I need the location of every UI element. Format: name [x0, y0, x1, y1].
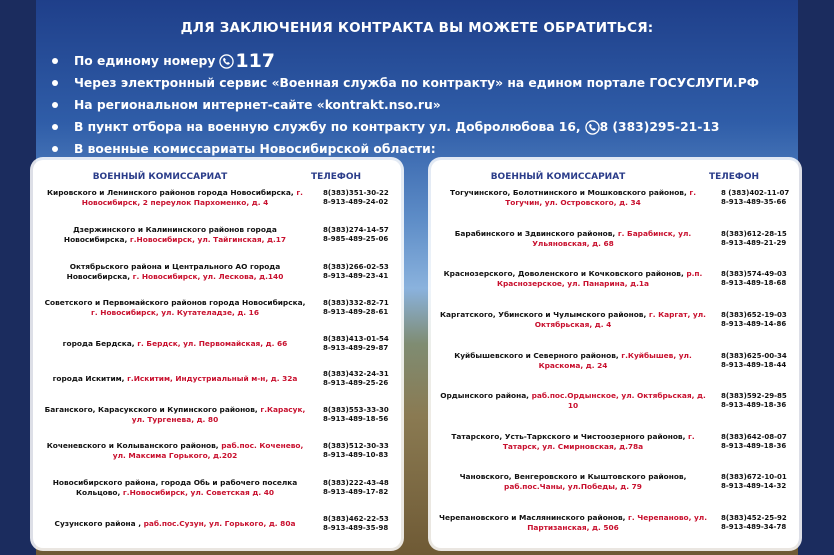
office-name: Ордынского района, — [440, 391, 529, 401]
table-row — [41, 370, 393, 388]
office-phones — [309, 263, 393, 281]
landline-phone[interactable]: 8(383)351-30-22 — [323, 189, 389, 197]
office-phones — [309, 299, 393, 317]
table-row — [41, 262, 393, 282]
office-phones — [309, 335, 393, 353]
office-street: раб.пос.Сузун, ул. Горького, д. 80а — [143, 518, 296, 528]
mobile-phone[interactable]: 8-913-489-21-29 — [721, 238, 787, 247]
mobile-phone[interactable]: 8-913-489-24-02 — [323, 198, 389, 206]
office-address — [41, 225, 309, 245]
office-phones — [707, 270, 791, 288]
table-row — [439, 269, 791, 289]
office-street: г. Тогучин, ул. Островского, д. 34 — [505, 188, 697, 207]
mobile-phone[interactable]: 8-913-489-18-56 — [323, 414, 389, 423]
landline-phone[interactable]: 8(383)672-10-01 — [721, 473, 787, 482]
table-row — [41, 225, 393, 245]
landline-phone[interactable]: 8(383)625-00-34 — [721, 351, 787, 360]
bullet-text: В военные комиссариаты Новосибирской области: — [74, 142, 436, 156]
office-address — [439, 391, 707, 411]
table-rows — [439, 188, 791, 533]
office-address — [41, 339, 309, 349]
office-name: Коченевского и Колыванского районов, — [46, 441, 219, 451]
mobile-phone[interactable]: 8-913-489-18-44 — [721, 360, 787, 369]
office-street: раб.пос.Ордынское, ул. Октябрьская, д. 10 — [531, 391, 706, 411]
office-name: Куйбышевского и Северного районов, — [454, 350, 619, 360]
office-address — [41, 519, 309, 529]
landline-phone[interactable]: 8(383)332-82-71 — [323, 299, 389, 308]
phone-icon — [219, 54, 234, 69]
office-name: Краснозерского, Доволенского и Кочковского районов, — [443, 269, 684, 279]
office-name: Октябрьского района и Центрального АО города Новосибирска, — [66, 261, 281, 281]
table-row — [41, 298, 393, 318]
table-row — [439, 229, 791, 249]
mobile-phone[interactable]: 8-913-489-18-36 — [721, 441, 787, 450]
landline-phone[interactable]: 8(383)574-49-03 — [721, 270, 787, 279]
mobile-phone[interactable]: 8-913-489-14-32 — [721, 482, 787, 491]
office-street: раб.пос. Коченево, ул. Максима Горького, д.202 — [112, 441, 304, 461]
table-row — [41, 405, 393, 425]
table-row — [439, 310, 791, 330]
office-phones — [707, 433, 791, 451]
table-row — [439, 432, 791, 452]
mobile-phone[interactable]: 8-985-489-25-06 — [323, 234, 389, 243]
office-street: г.Карасук, ул. Тургенева, д. 80 — [131, 404, 306, 424]
landline-phone[interactable]: 8(383)553-33-30 — [323, 405, 389, 414]
office-address — [41, 441, 309, 461]
mobile-phone[interactable]: 8-913-489-14-86 — [721, 319, 787, 328]
office-street: г. Татарск, ул. Смирновская, д.78а — [502, 431, 695, 451]
office-street: г. Новосибирск, ул. Кутателадзе, д. 16 — [91, 308, 259, 318]
office-address — [41, 478, 309, 498]
office-street: г.Новосибирск, ул. Советская д. 40 — [122, 488, 274, 498]
mobile-phone[interactable]: 8-913-489-34-78 — [721, 523, 787, 531]
mobile-phone[interactable]: 8-913-489-18-36 — [721, 401, 787, 410]
bullet-text: По единому номеру — [74, 54, 216, 68]
bullet-dot — [52, 146, 58, 152]
table-row — [41, 188, 393, 208]
office-name: Татарского, Усть-Таркского и Чистоозерного районов, — [451, 431, 686, 441]
office-name: Тогучинского, Болотнинского и Мошковского районов, — [449, 188, 687, 197]
bullet-single-number — [52, 50, 812, 72]
office-street: г.Искитим, Индустриальный м-н, д. 32а — [127, 373, 298, 383]
landline-phone[interactable]: 8(383)266-02-53 — [323, 262, 389, 271]
bullet-text: В пункт отбора на военную службу по контракту ул. Добролюбова 16, — [74, 120, 581, 134]
office-name: города Искитим, — [52, 373, 125, 383]
office-street: г. Черепаново, ул. Партизанская, д. 506 — [527, 513, 708, 532]
office-phones — [309, 406, 393, 424]
office-phones — [707, 392, 791, 410]
office-address — [41, 262, 309, 282]
bullet-dot — [52, 124, 58, 130]
table-row — [439, 472, 791, 492]
table-row — [439, 513, 791, 533]
office-phones — [309, 189, 393, 207]
table-row — [41, 335, 393, 353]
office-street: г. Новосибирск, 2 переулок Пархоменко, д. 4 — [81, 188, 303, 207]
office-street: г. Барабинск, ул. Ульяновская, д. 68 — [532, 228, 692, 248]
office-phones — [707, 352, 791, 370]
office-name: Советского и Первомайского районов города Новосибирска, — [44, 298, 306, 308]
office-address — [41, 298, 309, 318]
column-header-phone: ТЕЛЕФОН — [708, 172, 760, 182]
office-street: р.п. Краснозерское, ул. Панарина, д.1а — [496, 269, 703, 289]
office-phones — [309, 515, 393, 533]
mobile-phone[interactable]: 8-913-489-29-87 — [323, 344, 389, 353]
mobile-phone[interactable]: 8-913-489-17-82 — [323, 488, 389, 497]
bullet-text: Через электронный сервис «Военная служба по контракту» на едином портале ГОСУСЛУГИ.РФ — [74, 76, 759, 90]
bullet-dot — [52, 80, 58, 86]
contact-options-list — [52, 50, 812, 160]
office-phones — [707, 230, 791, 248]
office-address — [41, 405, 309, 425]
office-phones — [309, 226, 393, 244]
office-address — [41, 188, 309, 208]
office-address — [439, 269, 707, 289]
table-row — [41, 441, 393, 461]
bullet-selection-point — [52, 116, 812, 138]
table-row — [439, 188, 791, 208]
office-phones — [309, 479, 393, 497]
office-phones — [707, 311, 791, 329]
column-header-office: ВОЕННЫЙ КОМИССАРИАТ — [92, 172, 228, 182]
mobile-phone[interactable]: 8-913-489-25-26 — [323, 378, 389, 387]
office-street: раб.пос.Чаны, ул.Победы, д. 79 — [504, 482, 642, 492]
column-header-phone: ТЕЛЕФОН — [310, 172, 362, 182]
mobile-phone[interactable]: 8-913-489-18-68 — [721, 279, 787, 288]
selection-point-phone[interactable]: 8 (383)295-21-13 — [599, 120, 720, 134]
table-rows — [41, 188, 393, 533]
office-address — [41, 374, 309, 384]
office-name: Чановского, Венгеровского и Кыштовского районов, — [459, 472, 687, 482]
office-address — [439, 229, 707, 249]
office-street: г.Куйбышев, ул. Краскома, д. 24 — [538, 350, 692, 370]
landline-phone[interactable]: 8(383)432-24-31 — [323, 369, 389, 378]
office-street: г. Каргат, ул. Октябрьская, д. 4 — [534, 309, 706, 329]
bullet-commissariats — [52, 138, 812, 160]
office-name: города Бердска, — [62, 339, 135, 349]
office-name: Дзержинского и Калининского районов города Новосибирска, — [63, 224, 277, 244]
office-name: Каргатского, Убинского и Чулымского районов, — [440, 309, 647, 319]
mobile-phone[interactable]: 8-913-489-28-61 — [323, 308, 389, 317]
landline-phone[interactable]: 8(383)413-01-54 — [323, 335, 389, 344]
bullet-gosuslugi — [52, 72, 812, 94]
mobile-phone[interactable]: 8-913-489-35-98 — [323, 523, 389, 532]
office-street: г. Бердск, ул. Первомайская, д. 66 — [137, 339, 288, 349]
landline-phone[interactable]: 8 (383)402-11-07 — [721, 189, 790, 197]
table-row — [439, 351, 791, 371]
office-name: Черепановского и Маслянинского районов, — [439, 513, 626, 522]
office-name: Сузунского района , — [54, 518, 142, 528]
table-row — [439, 391, 791, 411]
office-phones — [707, 473, 791, 491]
bullet-dot — [52, 102, 58, 108]
page-heading: ДЛЯ ЗАКЛЮЧЕНИЯ КОНТРАКТА ВЫ МОЖЕТЕ ОБРАТИТЬСЯ: — [180, 20, 654, 36]
office-name: Кировского и Ленинского районов города Новосибирска, — [47, 188, 294, 197]
office-address — [439, 472, 707, 492]
mobile-phone[interactable]: 8-913-489-35-66 — [721, 198, 787, 206]
website-link[interactable]: На региональном интернет-сайте «kontrakt.nso.ru» — [74, 98, 441, 112]
column-header-office: ВОЕННЫЙ КОМИССАРИАТ — [490, 172, 626, 182]
landline-phone[interactable]: 8(383)274-14-57 — [323, 225, 389, 234]
office-address — [439, 513, 707, 533]
left-commissariat-table — [33, 160, 401, 548]
office-name: Баганского, Карасукского и Купинского районов, — [44, 404, 258, 414]
office-phones — [707, 189, 791, 207]
office-name: Барабинского и Здвинского районов, — [454, 228, 616, 238]
office-address — [439, 310, 707, 330]
landline-phone[interactable]: 8(383)652-19-03 — [721, 310, 787, 319]
landline-phone[interactable]: 8(383)512-30-33 — [323, 442, 389, 451]
bullet-website — [52, 94, 812, 116]
bullet-dot — [52, 58, 58, 64]
office-address — [439, 432, 707, 452]
office-address — [439, 188, 707, 208]
office-phones — [707, 514, 791, 532]
hotline-number[interactable]: 117 — [235, 50, 276, 72]
landline-phone[interactable]: 8(383)452-25-92 — [721, 514, 787, 522]
landline-phone[interactable]: 8(383)462-22-53 — [323, 514, 389, 523]
mobile-phone[interactable]: 8-913-489-23-41 — [323, 271, 389, 280]
landline-phone[interactable]: 8(383)592-29-85 — [721, 392, 787, 401]
left-border-decor — [0, 0, 36, 555]
office-phones — [309, 370, 393, 388]
office-street: г. Новосибирск, ул. Лескова, д.140 — [132, 271, 284, 281]
right-commissariat-table — [431, 160, 799, 548]
mobile-phone[interactable]: 8-913-489-10-83 — [323, 451, 389, 460]
table-header — [41, 172, 393, 182]
table-header — [439, 172, 791, 182]
office-address — [439, 351, 707, 371]
office-street: г.Новосибирск, ул. Тайгинская, д.17 — [129, 234, 287, 244]
office-name: Новосибирского района, города Обь и рабочего поселка Кольцово, — [52, 478, 298, 498]
table-row — [41, 478, 393, 498]
landline-phone[interactable]: 8(383)642-08-07 — [721, 432, 787, 441]
phone-icon — [585, 120, 600, 135]
landline-phone[interactable]: 8(383)612-28-15 — [721, 229, 787, 238]
table-row — [41, 515, 393, 533]
landline-phone[interactable]: 8(383)222-43-48 — [323, 479, 389, 488]
office-phones — [309, 442, 393, 460]
